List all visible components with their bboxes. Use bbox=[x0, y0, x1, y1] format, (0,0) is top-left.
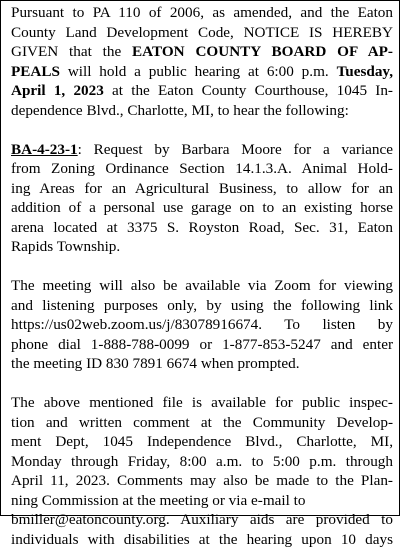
text-line: The meeting will also be available via Zoom for viewing bbox=[11, 276, 393, 296]
meeting-id-line: the meeting ID 830 7891 6674 when prompted. bbox=[11, 354, 393, 374]
text-line: ing Areas for an Agricultural Business, to allow for an bbox=[11, 179, 393, 199]
text-line: dependence Blvd., Charlotte, MI, to hear the following: bbox=[11, 101, 393, 121]
hearing-date: April 1, 2023 bbox=[11, 82, 104, 99]
board-name: EATON COUNTY BOARD OF AP- bbox=[132, 43, 393, 60]
text-line: Pursuant to PA 110 of 2006, as amended, and the Eaton bbox=[11, 3, 393, 23]
text-line: The above mentioned file is available for public inspec- bbox=[11, 393, 393, 413]
text-line: and listening purposes only, by using the following link bbox=[11, 296, 393, 316]
file-inspection-paragraph bbox=[11, 393, 393, 549]
hearing-announcement-paragraph bbox=[11, 3, 393, 120]
notice-body bbox=[11, 3, 393, 549]
text-line: Rapids Township. bbox=[11, 237, 393, 257]
text-line: tion and written comment at the Community Develop- bbox=[11, 413, 393, 433]
text-line: Monday through Friday, 8:00 a.m. to 5:00 p.m. through bbox=[11, 452, 393, 472]
text-line: BA-4-23-1: Request by Barbara Moore for a variance bbox=[11, 140, 393, 160]
zoom-access-paragraph bbox=[11, 276, 393, 374]
text-line: April 11, 2023. Comments may also be made to the Plan- bbox=[11, 471, 393, 491]
board-name-end: PEALS bbox=[11, 63, 60, 80]
text-line: GIVEN that the EATON COUNTY BOARD OF AP- bbox=[11, 42, 393, 62]
case-number: BA-4-23-1 bbox=[11, 141, 78, 158]
text-line: April 1, 2023 at the Eaton County Courthouse, 1045 In- bbox=[11, 81, 393, 101]
text-line: ment Dept, 1045 Independence Blvd., Charlotte, MI, bbox=[11, 432, 393, 452]
email-line: bmiller@eatoncounty.org. Auxiliary aids are provided to bbox=[11, 510, 393, 530]
zoom-link-line: https://us02web.zoom.us/j/83078916674. To listen by bbox=[11, 315, 393, 335]
text-line: County Land Development Code, NOTICE IS HEREBY bbox=[11, 23, 393, 43]
hearing-day: Tuesday, bbox=[337, 63, 393, 80]
text-line: individuals with disabilities at the hearing upon 10 days bbox=[11, 530, 393, 549]
text-line: PEALS will hold a public hearing at 6:00 p.m. Tuesday, bbox=[11, 62, 393, 82]
text-line: ning Commission at the meeting or via e-mail to bbox=[11, 491, 393, 511]
text-line: from Zoning Ordinance Section 14.1.3.A. Animal Hold- bbox=[11, 159, 393, 179]
case-request-paragraph bbox=[11, 140, 393, 257]
text-line: arena located at 3375 S. Royston Road, Sec. 31, Eaton bbox=[11, 218, 393, 238]
phone-numbers-line: phone dial 1-888-788-0099 or 1-877-853-5247 and enter bbox=[11, 335, 393, 355]
text-line: addition of a personal use garage on to an existing horse bbox=[11, 198, 393, 218]
